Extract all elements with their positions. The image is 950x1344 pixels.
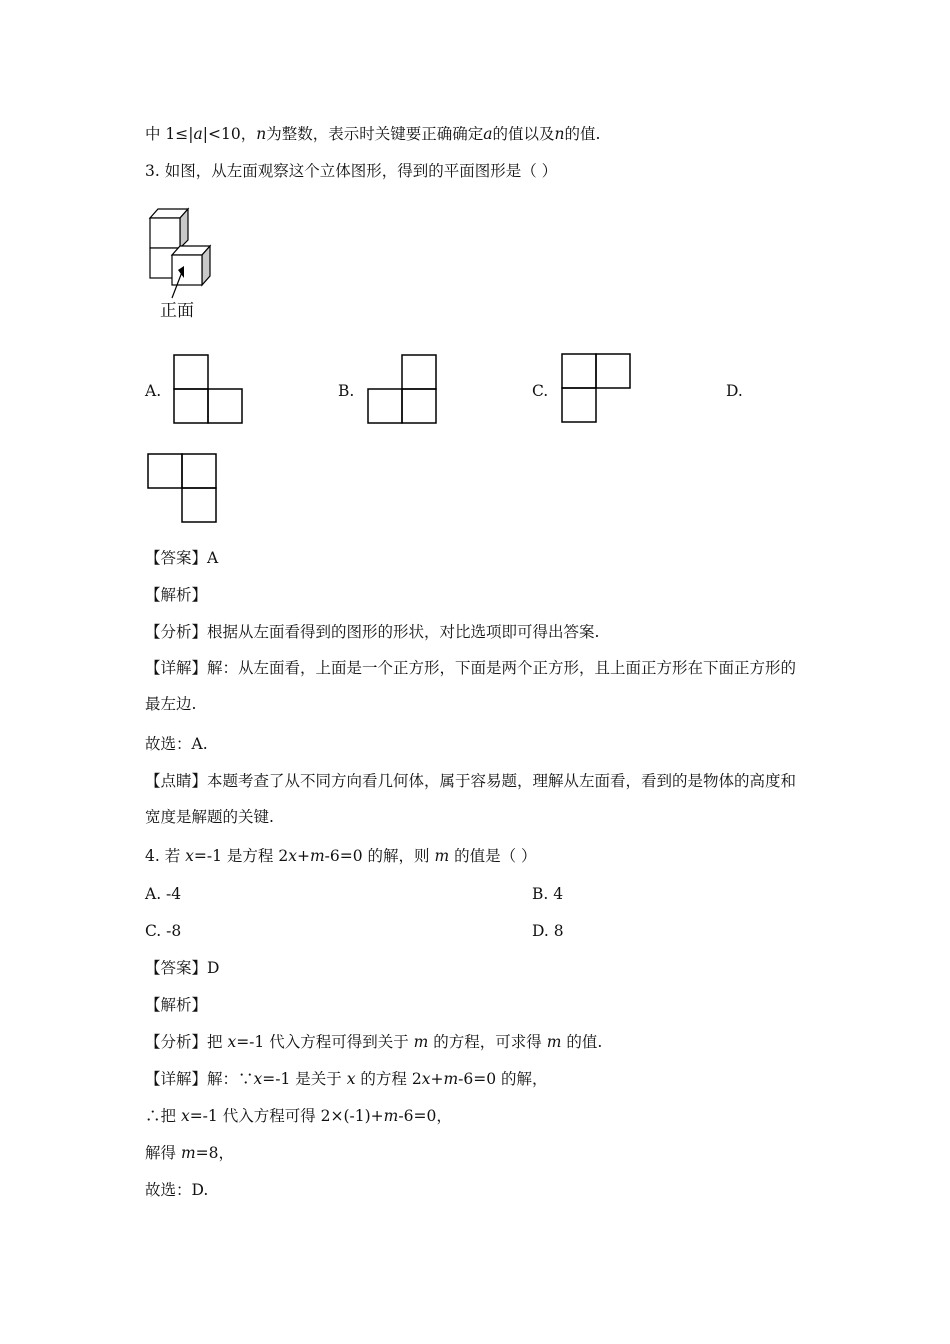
intro-line [145,123,600,145]
var-x: x [180,1107,190,1125]
var-a: a [483,125,493,143]
option-a-label: A. [145,382,162,400]
intro-text: <10， [208,125,257,143]
q4-option-a: A. -4 [145,885,182,903]
var-x: x [421,1070,431,1088]
q3-analysis-title: 【解析】 [145,586,208,604]
option-d-figure [147,453,219,525]
q3-fenxi: 【分析】根据从左面看得到的图形的形状，对比选项即可得出答案. [145,623,600,641]
option-c-label: C. [532,382,549,400]
var-x: x [185,847,194,865]
var-m: m [180,1144,196,1162]
var-x: x [288,847,297,865]
q4-option-c: C. -8 [145,922,182,940]
q3-answer: 【答案】A [145,549,219,567]
q4-stem: 4. 若 x=-1 是方程 2x+m-6=0 的解，则 m 的值是（ ） [145,847,537,865]
q4-analysis-title: 【解析】 [145,996,208,1014]
var-n: n [554,125,565,143]
q3-xiangjie: 【详解】解：从左面看，上面是一个正方形，下面是两个正方形，且上面正方形在下面正方形的最左边. [145,659,797,713]
var-m: m [546,1033,562,1051]
intro-text: 的值以及 [492,125,555,143]
option-a-figure [173,354,245,426]
q4-option-b: B. 4 [532,885,564,903]
q4-xiangjie: 【详解】解：∵x=-1 是关于 x 的方程 2x+m-6=0 的解， [145,1070,548,1088]
var-x: x [227,1033,237,1051]
q4-answer: 【答案】D [145,959,220,977]
var-x: x [253,1070,263,1088]
option-d-label: D. [726,382,743,400]
intro-text: 的值. [564,125,601,143]
q4-guxuan: 故选：D. [145,1181,209,1199]
option-b-figure [367,354,439,426]
q3-guxuan: 故选：A. [145,735,208,753]
intro-text: 为整数，表示时关键要正确确定 [266,125,484,143]
var-m: m [413,1033,429,1051]
q3-dianjing: 【点睛】本题考查了从不同方向看几何体，属于容易题，理解从左面看，看到的是物体的高度和宽度是解题的关键. [145,772,797,826]
var-m: m [383,1107,399,1125]
q4-option-d: D. 8 [532,922,564,940]
q3-stem: 3. 如图，从左面观察这个立体图形，得到的平面图形是（ ） [145,162,558,180]
var-n: n [256,125,267,143]
q4-fenxi: 【分析】把 x=-1 代入方程可得到关于 m 的方程，可求得 m 的值. [145,1033,603,1051]
q4-step1: ∴把 x=-1 代入方程可得 2×(-1)+m-6=0， [145,1107,452,1125]
figure-label: 正面 [160,301,194,321]
q4-step2: 解得 m=8， [145,1144,234,1162]
var-m: m [309,847,325,865]
var-m: m [443,1070,459,1088]
abs-bar: | [188,125,194,143]
intro-text: 中 1≤ [145,125,189,143]
abs-bar: | [202,125,208,143]
option-b-label: B. [338,382,355,400]
var-m: m [434,847,450,865]
var-a: a [193,125,203,143]
option-c-figure [561,353,633,425]
var-x: x [346,1070,356,1088]
